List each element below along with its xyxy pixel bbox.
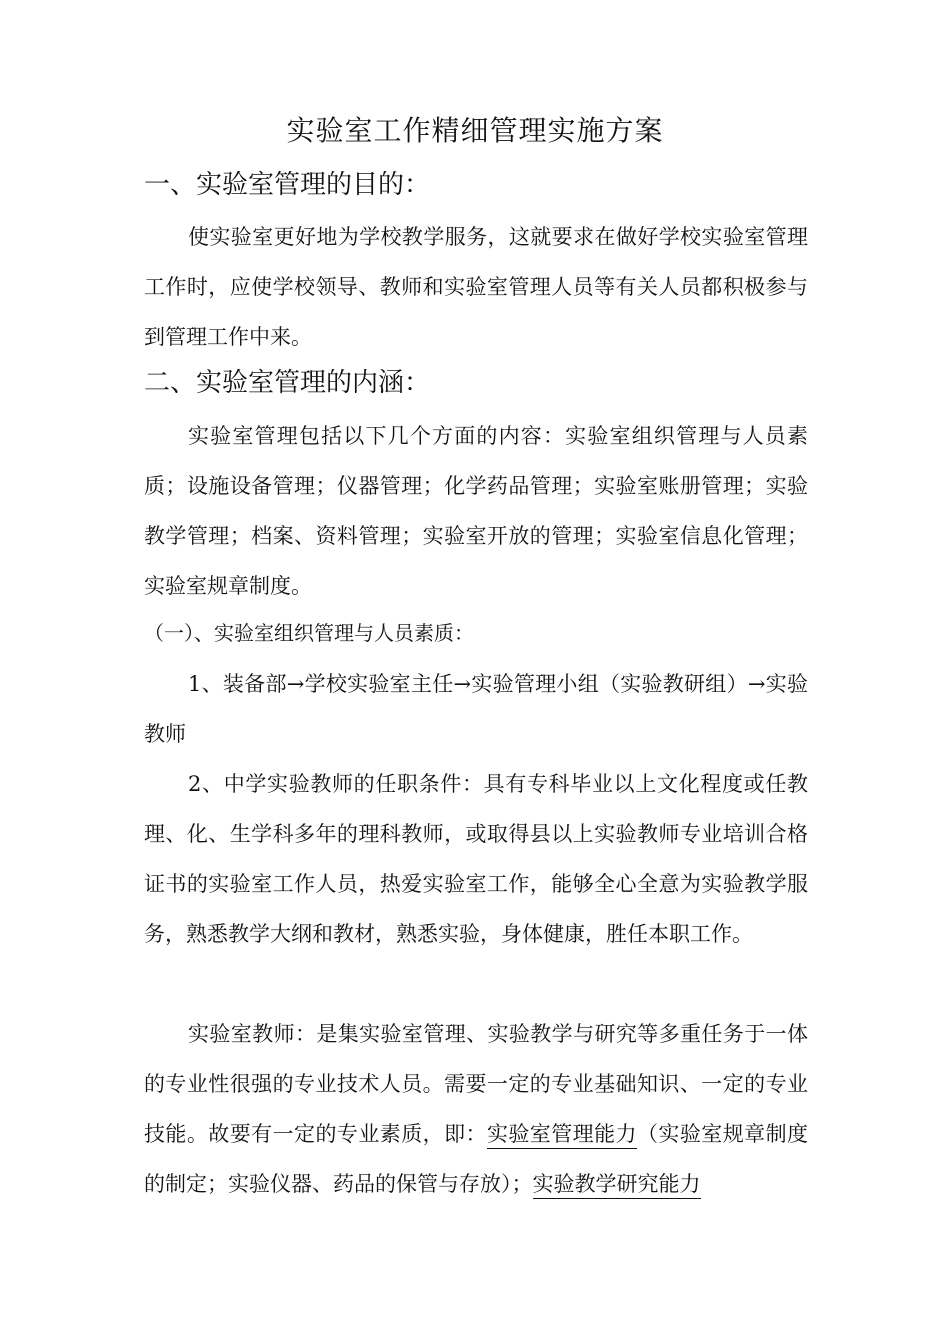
underlined-management-ability: 实验室管理能力	[487, 1122, 637, 1149]
section1-heading: 一、实验室管理的目的：	[144, 170, 431, 200]
teacher-paragraph-text2: （实验室规章制度的制定；实验仪器、药品的保管与存放）；	[144, 1122, 809, 1196]
teacher-paragraph	[144, 1009, 808, 1209]
section2-body: 实验室管理包括以下几个方面的内容：实验室组织管理与人员素质；设施设备管理；仪器管理；化学药品管理；实验室账册管理；实验教学管理；档案、资料管理；实验室开放的管理；实验室信息化管理；实验室规章制度。	[144, 424, 808, 598]
section2-heading: 二、实验室管理的内涵：	[144, 368, 431, 398]
section1-body: 使实验室更好地为学校教学服务，这就要求在做好学校实验室管理工作时，应使学校领导、教师和实验室管理人员等有关人员都积极参与到管理工作中来。	[144, 225, 808, 349]
teacher-paragraph-text1: 实验室教师：是集实验室管理、实验教学与研究等多重任务于一体的专业性很强的专业技术人员。需要一定的专业基础知识、一定的专业技能。故要有一定的专业素质，即：	[144, 1022, 808, 1146]
underlined-research-ability: 实验教学研究能力	[533, 1172, 701, 1199]
subsection1-item1: 1、装备部→学校实验室主任→实验管理小组（实验教研组）→实验教师	[144, 672, 808, 746]
document-title: 实验室工作精细管理实施方案	[286, 114, 664, 147]
subsection1-item2: 2、中学实验教师的任职条件：具有专科毕业以上文化程度或任教理、化、生学科多年的理科教师，或取得县以上实验教师专业培训合格证书的实验室工作人员，热爱实验室工作，能够全心全意为实验教学服务，熟悉教学大纲和教材，熟悉实验，身体健康，胜任本职工作。	[144, 772, 808, 946]
subsection1-heading: （一）、实验室组织管理与人员素质：	[144, 621, 474, 645]
